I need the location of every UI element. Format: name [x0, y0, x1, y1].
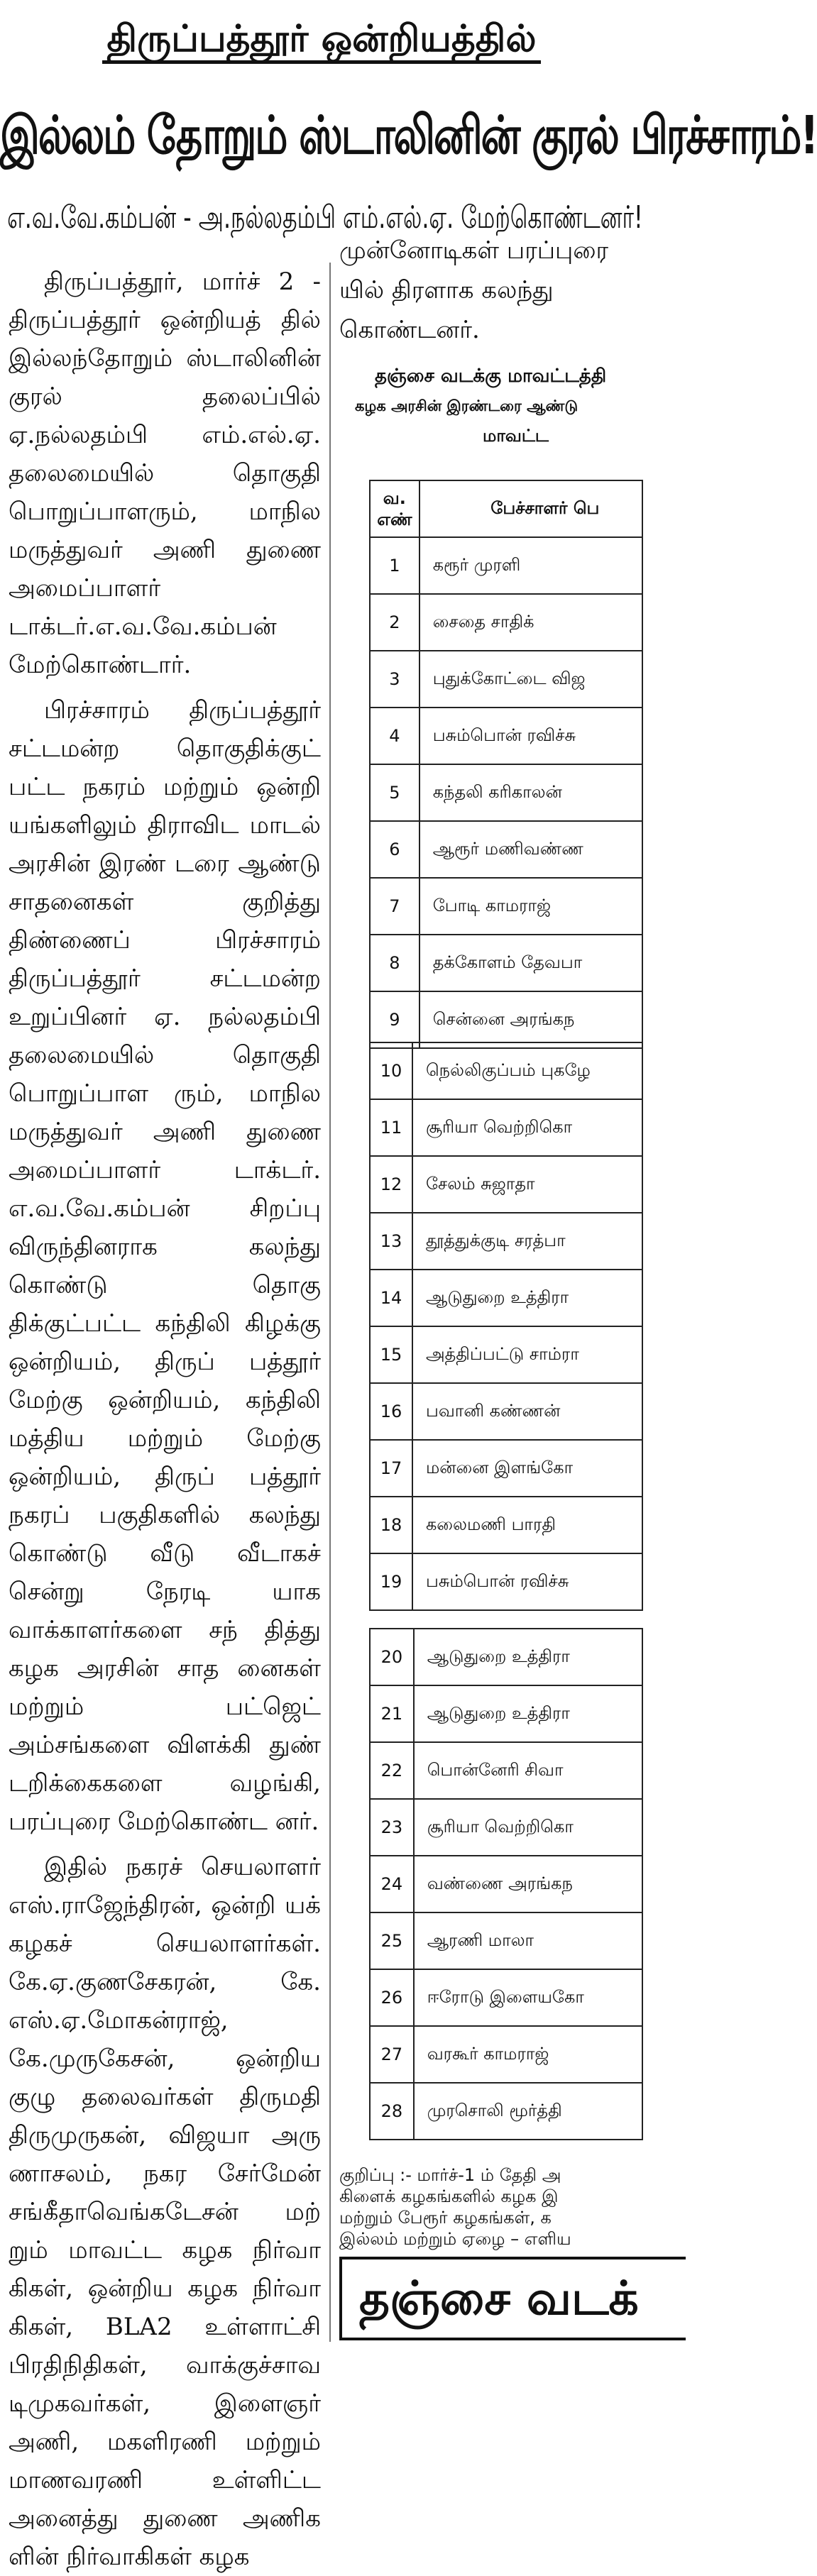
- table-row: [370, 1042, 642, 1099]
- article-paragraph: திருப்பத்தூர், மார்ச் 2 - திருப்பத்தூர் ஒன்றியத் தில் இல்லந்தோறும் ஸ்டாலினின் குரல் தலைப்பில் ஏ.நல்லதம்பி எம்.எல்.ஏ. தலைமையில் தொகுதி பொறுப்பாளரும், மாநில மருத்துவர் அணி துணை அமைப்பாளர் டாக்டர்.எ.வ.வே.கம்பன் மேற்கொண்டார்.: [9, 268, 321, 679]
- article-paragraph: இதில் நகரச் செயலாளர் எஸ்.ராஜேந்திரன், ஒன்றி யக் கழகச் செயலாளர்கள். கே.ஏ.குணசேகரன், கே. எஸ்.ஏ.மோகன்ராஜ், கே.முருகேசன், ஒன்றிய குழு தலைவர்கள் திருமதி திருமுருகன், விஜயா அரு ணாசலம், நகர சேர்மேன் சங்கீதாவெங்கடேசன் மற் றும் மாவட்ட கழக நிர்வா கிகள், ஒன்றிய கழக நிர்வா கிகள், BLA2 உள்ளாட்சி பிரதிநிதிகள், வாக்குச்சாவ டிமுகவர்கள், இளைஞர் அணி, மகளிரணி மற்றும் மாணவரணி உள்ளிட்ட அனைத்து துணை அணிக ளின் நிர்வாகிகள் கழக: [9, 1853, 321, 2571]
- speaker-number: 13: [370, 1213, 412, 1270]
- table-row: [370, 1856, 642, 1912]
- table-row: [370, 1213, 642, 1270]
- speaker-number: 27: [370, 2026, 414, 2083]
- speaker-number: 26: [370, 1969, 414, 2026]
- speaker-number: 1: [370, 537, 420, 594]
- article-continuation-line: முன்னோடிகள் பரப்புரை: [339, 236, 609, 265]
- speaker-number: 24: [370, 1856, 414, 1912]
- speaker-number: 23: [370, 1799, 414, 1856]
- speaker-name: வண்ணை அரங்கந: [414, 1856, 642, 1912]
- box-title-line: கழக அரசின் இரண்டரை ஆண்டு: [355, 397, 579, 414]
- speakers-box-title: [355, 360, 667, 451]
- article-paragraph: பிரச்சாரம் திருப்பத்தூர் சட்டமன்ற தொகுதிக்குட் பட்ட நகரம் மற்றும் ஒன்றி யங்களிலும் திராவிட மாடல் அரசின் இரண் டரை ஆண்டு சாதனைகள் குறித்து திண்ணைப் பிரச்சாரம் திருப்பத்தூர் சட்டமன்ற உறுப்பினர் ஏ. நல்லதம்பி தலைமையில் தொகுதி பொறுப்பாள ரும், மாநில மருத்துவர் அணி துணை அமைப்பாளர் டாக்டர். எ.வ.வே.கம்பன் சிறப்பு விருந்தினராக கலந்து கொண்டு தொகு திக்குட்பட்ட கந்திலி கிழக்கு ஒன்றியம், திருப் பத்தூர் மேற்கு ஒன்றியம், கந்திலி மத்திய மற்றும் மேற்கு ஒன்றியம், திருப் பத்தூர் நகரப் பகுதிகளில் கலந்து கொண்டு வீடு வீடாகச் சென்று நேரடி யாக வாக்காளர்களை சந் தித்து கழக அரசின் சாத னைகள் மற்றும் பட்ஜெட் அம்சங்களை விளக்கி துண் டறிக்கைகளை வழங்கி, பரப்புரை மேற்கொண்ட னர்.: [9, 696, 321, 1836]
- speaker-name: ஆரணி மாலா: [414, 1912, 642, 1969]
- footer-banner: தஞ்சை வடக்: [339, 2257, 686, 2340]
- table-row: [370, 1440, 642, 1497]
- speakers-table-1: [369, 480, 643, 1049]
- speaker-name: ஆடுதுறை உத்திரா: [414, 1685, 642, 1742]
- speaker-name: பசும்பொன் ரவிச்சு: [420, 708, 642, 764]
- speaker-number: 21: [370, 1685, 414, 1742]
- speaker-name: மன்னை இளங்கோ: [412, 1440, 642, 1497]
- speaker-number: 19: [370, 1553, 412, 1610]
- speaker-name: அத்திப்பட்டு சாம்ரா: [412, 1326, 642, 1383]
- table-row: [370, 651, 642, 708]
- speaker-name: வரகூர் காமராஜ்: [414, 2026, 642, 2083]
- speaker-number: 16: [370, 1383, 412, 1440]
- speaker-number: 5: [370, 764, 420, 821]
- table-row: [370, 2026, 642, 2083]
- speaker-number: 28: [370, 2083, 414, 2140]
- speaker-name: ஈரோடு இளையகோ: [414, 1969, 642, 2026]
- speaker-name: தூத்துக்குடி சரத்பா: [412, 1213, 642, 1270]
- speaker-name: போடி காமராஜ்: [420, 878, 642, 935]
- speaker-number: 9: [370, 991, 420, 1048]
- speakers-table-3: [369, 1628, 643, 2140]
- speaker-number: 22: [370, 1742, 414, 1799]
- table-row: [370, 991, 642, 1048]
- table-row: [370, 764, 642, 821]
- table-row: [370, 1553, 642, 1610]
- speaker-name: முரசொலி மூர்த்தி: [414, 2083, 642, 2140]
- speaker-name: ஆரூர் மணிவண்ண: [420, 821, 642, 878]
- speakers-box: [339, 339, 643, 2142]
- speaker-name: பொன்னேரி சிவா: [414, 1742, 642, 1799]
- article-continuation-line: யில் திரளாக கலந்து: [339, 276, 554, 304]
- table-row: [370, 821, 642, 878]
- speaker-name: சேலம் சுஜாதா: [412, 1156, 642, 1213]
- speaker-number: 15: [370, 1326, 412, 1383]
- speaker-number: 20: [370, 1629, 414, 1685]
- box-title-line: மாவட்ட: [483, 426, 549, 446]
- speaker-number: 10: [370, 1042, 412, 1099]
- table-row: [370, 1629, 642, 1685]
- speaker-name: ஆடுதுறை உத்திரா: [414, 1629, 642, 1685]
- table-row: [370, 1969, 642, 2026]
- speaker-name: சூரியா வெற்றிகொ: [412, 1099, 642, 1156]
- speaker-number: 18: [370, 1497, 412, 1553]
- article-continuation-line: கொண்டனர்.: [339, 316, 480, 344]
- table-row: [370, 1497, 642, 1553]
- headline: இல்லம் தோறும் ஸ்டாலினின் குரல் பிரச்சாரம்!: [0, 105, 817, 166]
- footnote-line: இல்லம் மற்றும் ஏழை – எளிய: [339, 2229, 571, 2249]
- column-header-name: பேச்சாளர் பெ: [420, 480, 642, 537]
- article-column-left: [9, 263, 321, 2571]
- footnote-line: குறிப்பு :- மார்ச்-1 ம் தேதி அ: [339, 2165, 561, 2185]
- speaker-number: 17: [370, 1440, 412, 1497]
- table-row: [370, 1799, 642, 1856]
- speaker-number: 2: [370, 594, 420, 651]
- table-header-row: [370, 480, 642, 537]
- speaker-name: சூரியா வெற்றிகொ: [414, 1799, 642, 1856]
- footnote: [339, 2164, 643, 2249]
- speaker-number: 7: [370, 878, 420, 935]
- table-row: [370, 1156, 642, 1213]
- speaker-name: கந்தலி கரிகாலன்: [420, 764, 642, 821]
- speaker-number: 11: [370, 1099, 412, 1156]
- table-row: [370, 1270, 642, 1326]
- speaker-number: 6: [370, 821, 420, 878]
- article-column-right: [339, 231, 643, 344]
- table-row: [370, 1685, 642, 1742]
- column-divider: [329, 263, 331, 2342]
- speaker-name: தக்கோளம் தேவபா: [420, 935, 642, 991]
- speaker-number: 12: [370, 1156, 412, 1213]
- speaker-number: 14: [370, 1270, 412, 1326]
- speakers-table-2: [369, 1042, 643, 1611]
- table-row: [370, 1326, 642, 1383]
- table-row: [370, 1742, 642, 1799]
- kicker-text: திருப்பத்தூர் ஒன்றியத்தில்: [102, 18, 540, 64]
- kicker-heading: [0, 0, 643, 84]
- table-row: [370, 594, 642, 651]
- footnote-line: கிளைக் கழகங்களில் கழக இ: [339, 2186, 559, 2206]
- table-row: [370, 878, 642, 935]
- table-row: [370, 935, 642, 991]
- table-row: [370, 1912, 642, 1969]
- speaker-name: புதுக்கோட்டை விஜ: [420, 651, 642, 708]
- speaker-name: நெல்லிகுப்பம் புகழே: [412, 1042, 642, 1099]
- footnote-line: மற்றும் பேரூர் கழகங்கள், க: [339, 2208, 552, 2228]
- speaker-name: பவானி கண்ணன்: [412, 1383, 642, 1440]
- table-row: [370, 1099, 642, 1156]
- table-row: [370, 1383, 642, 1440]
- speaker-number: 25: [370, 1912, 414, 1969]
- speaker-name: ஆடுதுறை உத்திரா: [412, 1270, 642, 1326]
- speaker-name: சென்னை அரங்கந: [420, 991, 642, 1048]
- speaker-name: கலைமணி பாரதி: [412, 1497, 642, 1553]
- speaker-number: 8: [370, 935, 420, 991]
- speaker-name: சைதை சாதிக்: [420, 594, 642, 651]
- speaker-name: பசும்பொன் ரவிச்சு: [412, 1553, 642, 1610]
- column-header-number: வ. எண்: [370, 480, 420, 537]
- deck-subheading: எ.வ.வே.கம்பன் - அ.நல்லதம்பி எம்.எல்.ஏ. மேற்கொண்டனர்!: [7, 199, 643, 236]
- speaker-name: கரூர் முரளி: [420, 537, 642, 594]
- box-title-line: தஞ்சை வடக்கு மாவட்டத்தி: [375, 365, 607, 387]
- table-row: [370, 708, 642, 764]
- speaker-number: 3: [370, 651, 420, 708]
- table-row: [370, 537, 642, 594]
- speaker-number: 4: [370, 708, 420, 764]
- table-row: [370, 2083, 642, 2140]
